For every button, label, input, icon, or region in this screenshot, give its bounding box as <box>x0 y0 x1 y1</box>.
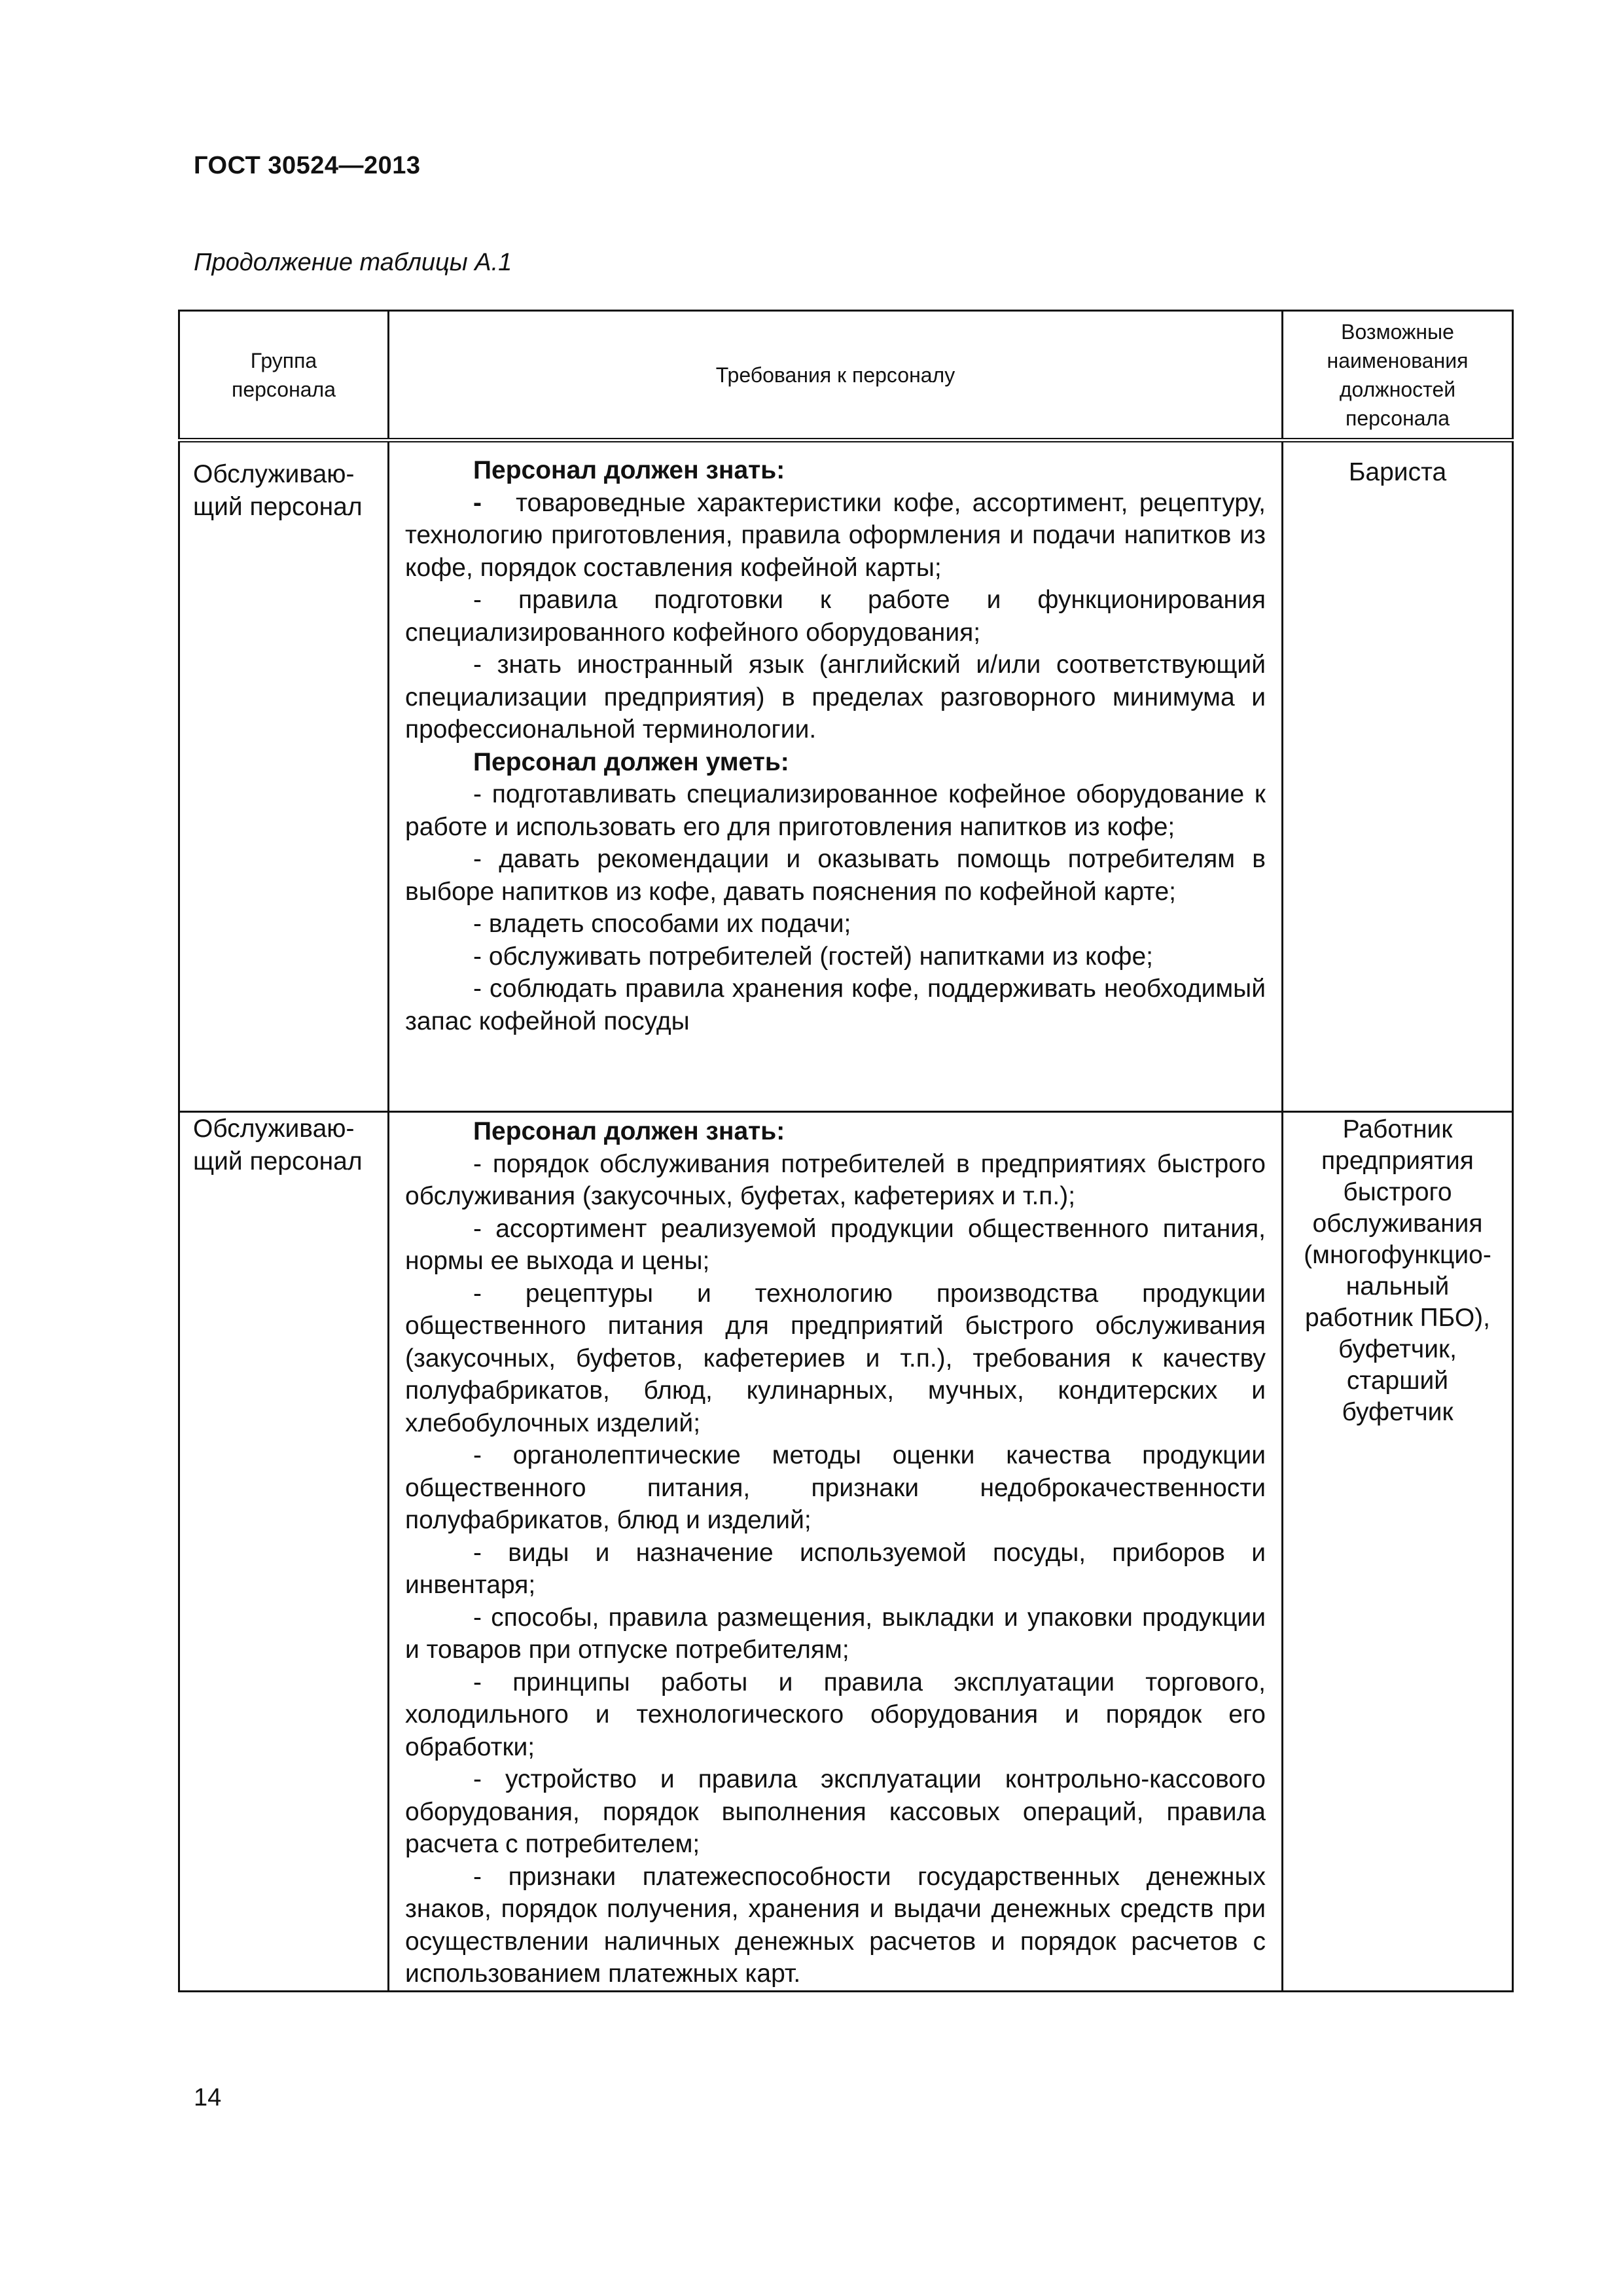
requirement-item: - способы, правила размещения, выкладки и упаковки продукции и товаров при отпуске потребителям; <box>405 1603 1266 1664</box>
column-header-positions-text: Возможные наименования должностей персонала <box>1327 319 1469 430</box>
table-row <box>179 440 1513 1112</box>
requirement-item <box>405 487 1266 584</box>
bullet-dash: - <box>473 488 482 517</box>
requirement-item: - ассортимент реализуемой продукции общественного питания, нормы ее выхода и цены; <box>405 1214 1266 1275</box>
requirement-item: - соблюдать правила хранения кофе, поддерживать необходимый запас кофейной посуды <box>405 975 1266 1035</box>
document-number: ГОСТ 30524—2013 <box>194 152 421 179</box>
requirement-item-text: товароведные характеристики кофе, ассортимент, рецептуру, технологию приготовления, правила оформления и подачи напитков из кофе, порядок составления кофейной карты; <box>405 488 1266 582</box>
requirements-cell <box>389 1112 1283 1992</box>
column-header-group-text: Группа персонала <box>231 348 336 401</box>
requirement-item: - обслуживать потребителей (гостей) напитками из кофе; <box>473 942 1153 971</box>
requirements-heading-can: Персонал должен уметь: <box>473 747 789 776</box>
requirement-item: - владеть способами их подачи; <box>473 910 851 938</box>
requirement-item: - органолептические методы оценки качества продукции общественного питания, признаки недоброкачественности полуфабрикатов, блюд и изделий; <box>405 1441 1266 1534</box>
requirement-item: - порядок обслуживания потребителей в предприятиях быстрого обслуживания (закусочных, буфетах, кафетериях и т.п.); <box>405 1149 1266 1210</box>
requirement-item: - рецептуры и технологию производства продукции общественного питания для предприятий быстрого обслуживания (закусочных, буфетов, кафетериев и т.п.), требования к качеству полуфабрикатов, блюд, кулинарных, мучных, кондитерских и хлебобулочных изделий; <box>405 1279 1266 1437</box>
staff-requirements-table <box>178 310 1514 1992</box>
requirement-item: - подготавливать специализированное кофейное оборудование к работе и использовать его для приготовления напитков из кофе; <box>405 780 1266 841</box>
table-row <box>179 1112 1513 1992</box>
position-cell: Бариста <box>1283 440 1513 1112</box>
requirement-item: - давать рекомендации и оказывать помощь потребителям в выборе напитков из кофе, давать пояснения по кофейной карте; <box>405 845 1266 906</box>
requirement-item: - устройство и правила эксплуатации контрольно-кассового оборудования, порядок выполнения кассовых операций, правила расчета с потребителем; <box>405 1765 1266 1858</box>
requirement-item: - знать иностранный язык (английский и/или соответствующий специализации предприятия) в пределах разговорного минимума и профессиональной терминологии. <box>405 651 1266 744</box>
staff-group-text: Обслуживаю- щий персонал <box>193 1115 363 1175</box>
staff-group-cell <box>179 440 389 1112</box>
table-caption: Продолжение таблицы А.1 <box>194 249 512 276</box>
page-number: 14 <box>194 2084 222 2111</box>
requirements-heading-know: Персонал должен знать: <box>473 1117 785 1145</box>
staff-group-text: Обслуживаю- щий персонал <box>193 460 363 521</box>
position-cell <box>1283 1112 1513 1992</box>
column-header-positions <box>1283 311 1513 440</box>
requirement-item: - правила подготовки к работе и функционирования специализированного кофейного оборудования; <box>405 586 1266 647</box>
table-header-row <box>179 311 1513 440</box>
requirements-cell <box>389 440 1283 1112</box>
requirements-heading-know: Персонал должен знать: <box>473 456 785 484</box>
requirement-item: - принципы работы и правила эксплуатации торгового, холодильного и технологического оборудования и порядок его обработки; <box>405 1668 1266 1761</box>
position-text: Работник предприятия быстрого обслуживания (многофункцио- нальный работник ПБО), буфетчик, старший буфетчик <box>1304 1115 1491 1426</box>
requirement-item: - признаки платежеспособности государственных денежных знаков, порядок получения, хранения и выдачи денежных средств при осуществлении наличных денежных расчетов и порядок расчетов с использованием платежных карт. <box>405 1862 1266 1988</box>
column-header-group <box>179 311 389 440</box>
requirement-item: - виды и назначение используемой посуды, приборов и инвентаря; <box>405 1538 1266 1599</box>
staff-group-cell <box>179 1112 389 1992</box>
column-header-requirements: Требования к персоналу <box>389 311 1283 440</box>
